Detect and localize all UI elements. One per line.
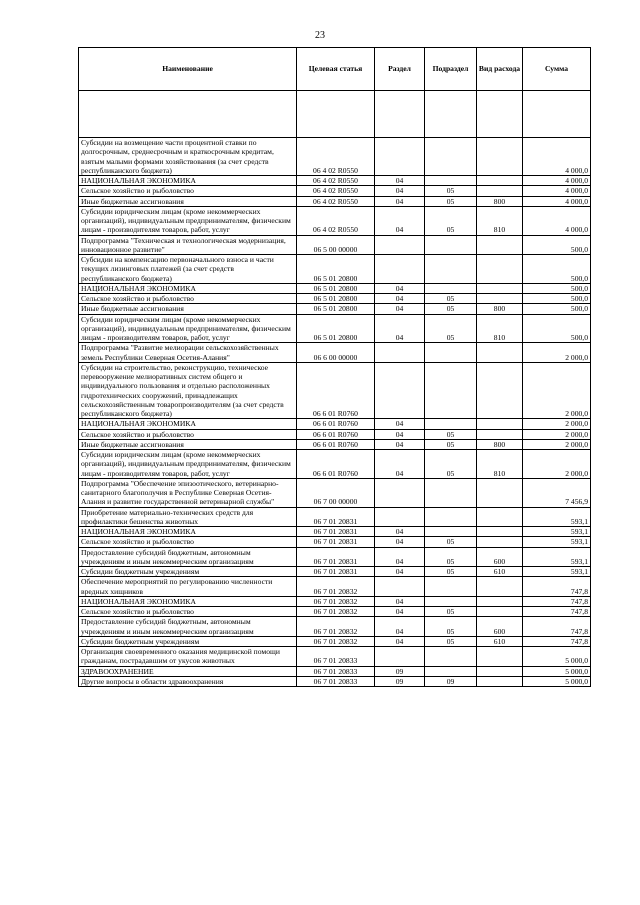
table-row xyxy=(79,617,591,637)
cell-target: 06 5 01 20800 xyxy=(297,304,375,314)
cell-expense-type xyxy=(477,294,523,304)
cell-section xyxy=(375,647,425,667)
table-row xyxy=(79,547,591,567)
cell-amount: 747,8 xyxy=(523,596,591,606)
cell-expense-type: 610 xyxy=(477,567,523,577)
cell-target: 06 7 01 20833 xyxy=(297,676,375,686)
col-header-amount: Сумма xyxy=(523,48,591,91)
cell-name: Подпрограмма "Техническая и технологическая модернизация, инновационное развитие" xyxy=(79,235,297,255)
cell-expense-type xyxy=(477,527,523,537)
table-row xyxy=(79,636,591,646)
cell-section: 04 xyxy=(375,206,425,235)
cell-expense-type xyxy=(477,419,523,429)
table-row xyxy=(79,206,591,235)
col-header-target: Целевая статья xyxy=(297,48,375,91)
cell-target: 06 7 01 20831 xyxy=(297,507,375,527)
cell-section xyxy=(375,138,425,176)
cell-target: 06 5 01 20800 xyxy=(297,255,375,284)
cell-amount: 2 000,0 xyxy=(523,439,591,449)
cell-name: Сельское хозяйство и рыболовство xyxy=(79,186,297,196)
cell-subsection xyxy=(425,596,477,606)
cell-name: НАЦИОНАЛЬНАЯ ЭКОНОМИКА xyxy=(79,283,297,293)
cell-subsection: 05 xyxy=(425,617,477,637)
cell-expense-type xyxy=(477,647,523,667)
cell-amount: 2 000,0 xyxy=(523,362,591,419)
cell-expense-type xyxy=(477,666,523,676)
cell-section xyxy=(375,507,425,527)
cell-amount: 4 000,0 xyxy=(523,176,591,186)
cell-target: 06 7 01 20833 xyxy=(297,647,375,667)
cell-target: 06 7 00 00000 xyxy=(297,478,375,507)
cell-section: 04 xyxy=(375,196,425,206)
cell-target: 06 4 02 R0550 xyxy=(297,196,375,206)
cell-expense-type: 810 xyxy=(477,314,523,343)
cell-expense-type xyxy=(477,507,523,527)
cell-name: Подпрограмма "Развитие мелиорации сельскохозяйственных земель Республики Северная Осетия-Алания" xyxy=(79,343,297,363)
cell-subsection: 05 xyxy=(425,439,477,449)
cell-name: Предоставление субсидий бюджетным, автономным учреждениям и иным некоммерческим организациям xyxy=(79,547,297,567)
cell-section: 04 xyxy=(375,419,425,429)
cell-name: ЗДРАВООХРАНЕНИЕ xyxy=(79,666,297,676)
cell-target: 06 7 01 20831 xyxy=(297,537,375,547)
cell-subsection xyxy=(425,478,477,507)
cell-section: 04 xyxy=(375,596,425,606)
cell-name: Обеспечение мероприятий по регулированию численности вредных хищников xyxy=(79,577,297,597)
cell-section xyxy=(375,343,425,363)
cell-amount: 2 000,0 xyxy=(523,429,591,439)
cell-subsection: 05 xyxy=(425,429,477,439)
cell-subsection xyxy=(425,507,477,527)
cell-name: Сельское хозяйство и рыболовство xyxy=(79,294,297,304)
cell-expense-type xyxy=(477,186,523,196)
cell-name: НАЦИОНАЛЬНАЯ ЭКОНОМИКА xyxy=(79,176,297,186)
cell-name: Другие вопросы в области здравоохранения xyxy=(79,676,297,686)
cell-expense-type: 800 xyxy=(477,196,523,206)
cell-target: 06 4 02 R0550 xyxy=(297,206,375,235)
cell-name: Субсидии на строительство, реконструкцию, техническое перевооружение мелиоративных систем общего и индивидуального пользования и отдельно расположенных гидротехнических сооружений, принадлежащих сельскохозяйственным товаропроизводителям (за счет средств республиканского бюджета) xyxy=(79,362,297,419)
cell-name: Подпрограмма "Обеспечение эпизоотического, ветеринарно-санитарного благополучия в Республике Северная Осетия-Алания и развитие государственной ветеринарной службы" xyxy=(79,478,297,507)
cell-subsection xyxy=(425,647,477,667)
cell-subsection xyxy=(425,255,477,284)
cell-section xyxy=(375,478,425,507)
table-row xyxy=(79,647,591,667)
cell-name: Сельское хозяйство и рыболовство xyxy=(79,537,297,547)
col-header-subsection: Подраздел xyxy=(425,48,477,91)
cell-expense-type xyxy=(477,478,523,507)
cell-target: 06 4 02 R0550 xyxy=(297,176,375,186)
table-row xyxy=(79,596,591,606)
cell-section: 09 xyxy=(375,666,425,676)
cell-amount: 2 000,0 xyxy=(523,419,591,429)
page-number: 23 xyxy=(315,30,325,41)
cell-amount: 4 000,0 xyxy=(523,206,591,235)
cell-name: Иные бюджетные ассигнования xyxy=(79,196,297,206)
cell-subsection xyxy=(425,577,477,597)
table-row xyxy=(79,527,591,537)
cell-section: 04 xyxy=(375,176,425,186)
table-row xyxy=(79,419,591,429)
cell-expense-type xyxy=(477,283,523,293)
table-row xyxy=(79,186,591,196)
table-row xyxy=(79,478,591,507)
cell-section xyxy=(375,362,425,419)
cell-expense-type xyxy=(477,676,523,686)
cell-name: Сельское хозяйство и рыболовство xyxy=(79,429,297,439)
table-row xyxy=(79,294,591,304)
cell-name: Иные бюджетные ассигнования xyxy=(79,439,297,449)
cell-name: Субсидии бюджетным учреждениям xyxy=(79,567,297,577)
table-row xyxy=(79,196,591,206)
cell-subsection: 05 xyxy=(425,294,477,304)
cell-amount: 593,1 xyxy=(523,567,591,577)
cell-subsection xyxy=(425,362,477,419)
cell-target: 06 6 01 R0760 xyxy=(297,450,375,479)
cell-amount: 5 000,0 xyxy=(523,647,591,667)
cell-amount: 5 000,0 xyxy=(523,676,591,686)
cell-target: 06 7 01 20832 xyxy=(297,607,375,617)
cell-target: 06 5 01 20800 xyxy=(297,314,375,343)
table-row xyxy=(79,607,591,617)
cell-amount: 7 456,9 xyxy=(523,478,591,507)
cell-target: 06 5 01 20800 xyxy=(297,294,375,304)
cell-subsection xyxy=(425,666,477,676)
cell-name: Субсидии бюджетным учреждениям xyxy=(79,636,297,646)
cell-target: 06 7 01 20832 xyxy=(297,617,375,637)
cell-subsection: 05 xyxy=(425,314,477,343)
cell-section: 09 xyxy=(375,676,425,686)
cell-name: Организация своевременного оказания медицинской помощи гражданам, пострадавшим от укусов животных xyxy=(79,647,297,667)
cell-section xyxy=(375,577,425,597)
cell-subsection: 05 xyxy=(425,206,477,235)
cell-target: 06 7 01 20831 xyxy=(297,547,375,567)
table-row xyxy=(79,666,591,676)
cell-expense-type xyxy=(477,362,523,419)
cell-expense-type xyxy=(477,577,523,597)
cell-subsection xyxy=(425,235,477,255)
cell-target: 06 6 00 00000 xyxy=(297,343,375,363)
cell-subsection xyxy=(425,283,477,293)
cell-target: 06 5 01 20800 xyxy=(297,283,375,293)
cell-section: 04 xyxy=(375,304,425,314)
table-row xyxy=(79,567,591,577)
cell-section: 04 xyxy=(375,450,425,479)
col-header-section: Раздел xyxy=(375,48,425,91)
cell-section xyxy=(375,255,425,284)
cell-target: 06 7 01 20832 xyxy=(297,636,375,646)
cell-expense-type xyxy=(477,429,523,439)
cell-amount: 500,0 xyxy=(523,294,591,304)
cell-target: 06 7 01 20832 xyxy=(297,596,375,606)
cell-subsection xyxy=(425,527,477,537)
cell-subsection: 09 xyxy=(425,676,477,686)
cell-section: 04 xyxy=(375,439,425,449)
cell-target: 06 4 02 R0550 xyxy=(297,138,375,176)
cell-subsection xyxy=(425,138,477,176)
cell-target: 06 6 01 R0760 xyxy=(297,439,375,449)
cell-section xyxy=(375,235,425,255)
table-header-row xyxy=(79,48,591,91)
cell-target: 06 5 00 00000 xyxy=(297,235,375,255)
table-row xyxy=(79,235,591,255)
table-row xyxy=(79,255,591,284)
cell-section: 04 xyxy=(375,314,425,343)
cell-target: 06 6 01 R0760 xyxy=(297,429,375,439)
table-row xyxy=(79,343,591,363)
cell-subsection: 05 xyxy=(425,450,477,479)
cell-name: Приобретение материально-технических средств для профилактики бешенства животных xyxy=(79,507,297,527)
cell-section: 04 xyxy=(375,429,425,439)
cell-name: Субсидии на возмещение части процентной ставки по долгосрочным, среднесрочным и краткосрочным кредитам, взятым малыми формами хозяйствования (за счет средств республиканского бюджета) xyxy=(79,138,297,176)
table-row xyxy=(79,138,591,176)
cell-amount: 593,1 xyxy=(523,527,591,537)
cell-expense-type: 810 xyxy=(477,206,523,235)
cell-amount: 747,8 xyxy=(523,577,591,597)
cell-section: 04 xyxy=(375,527,425,537)
cell-subsection: 05 xyxy=(425,537,477,547)
cell-name: Субсидии на компенсацию первоначального взноса и части текущих лизинговых платежей (за счет средств республиканского бюджета) xyxy=(79,255,297,284)
table-row xyxy=(79,314,591,343)
cell-subsection xyxy=(425,343,477,363)
cell-amount: 500,0 xyxy=(523,283,591,293)
cell-amount: 500,0 xyxy=(523,304,591,314)
cell-amount: 593,1 xyxy=(523,547,591,567)
blank-row xyxy=(79,91,591,138)
cell-amount: 500,0 xyxy=(523,314,591,343)
table-row xyxy=(79,429,591,439)
cell-expense-type xyxy=(477,255,523,284)
cell-name: Предоставление субсидий бюджетным, автономным учреждениям и иным некоммерческим организациям xyxy=(79,617,297,637)
cell-expense-type xyxy=(477,537,523,547)
cell-name: Сельское хозяйство и рыболовство xyxy=(79,607,297,617)
table-row xyxy=(79,304,591,314)
cell-amount: 747,8 xyxy=(523,617,591,637)
cell-name: Иные бюджетные ассигнования xyxy=(79,304,297,314)
cell-target: 06 7 01 20831 xyxy=(297,567,375,577)
cell-target: 06 7 01 20831 xyxy=(297,527,375,537)
cell-name: Субсидии юридическим лицам (кроме некоммерческих организаций), индивидуальным предпринимателям, физическим лицам - производителям товаров, работ, услуг xyxy=(79,450,297,479)
cell-section: 04 xyxy=(375,617,425,637)
col-header-expense-type: Вид расхода xyxy=(477,48,523,91)
cell-subsection: 05 xyxy=(425,547,477,567)
cell-section: 04 xyxy=(375,547,425,567)
table-row xyxy=(79,439,591,449)
cell-name: НАЦИОНАЛЬНАЯ ЭКОНОМИКА xyxy=(79,596,297,606)
cell-amount: 5 000,0 xyxy=(523,666,591,676)
table-row xyxy=(79,283,591,293)
table-row xyxy=(79,577,591,597)
cell-expense-type xyxy=(477,138,523,176)
budget-table xyxy=(78,47,591,687)
cell-expense-type xyxy=(477,343,523,363)
cell-amount: 500,0 xyxy=(523,235,591,255)
cell-amount: 2 000,0 xyxy=(523,450,591,479)
table-row xyxy=(79,537,591,547)
cell-expense-type xyxy=(477,607,523,617)
cell-expense-type: 610 xyxy=(477,636,523,646)
cell-section: 04 xyxy=(375,186,425,196)
cell-target: 06 4 02 R0550 xyxy=(297,186,375,196)
cell-target: 06 7 01 20833 xyxy=(297,666,375,676)
cell-subsection xyxy=(425,176,477,186)
cell-expense-type: 600 xyxy=(477,617,523,637)
cell-expense-type: 800 xyxy=(477,439,523,449)
table-row xyxy=(79,176,591,186)
cell-expense-type: 810 xyxy=(477,450,523,479)
cell-amount: 2 000,0 xyxy=(523,343,591,363)
cell-name: НАЦИОНАЛЬНАЯ ЭКОНОМИКА xyxy=(79,527,297,537)
cell-subsection: 05 xyxy=(425,196,477,206)
table-row xyxy=(79,676,591,686)
cell-name: Субсидии юридическим лицам (кроме некоммерческих организаций), индивидуальным предпринимателям, физическим лицам - производителям товаров, работ, услуг xyxy=(79,314,297,343)
cell-amount: 747,8 xyxy=(523,636,591,646)
cell-subsection: 05 xyxy=(425,186,477,196)
cell-name: НАЦИОНАЛЬНАЯ ЭКОНОМИКА xyxy=(79,419,297,429)
cell-subsection: 05 xyxy=(425,567,477,577)
table-row xyxy=(79,507,591,527)
cell-name: Субсидии юридическим лицам (кроме некоммерческих организаций), индивидуальным предпринимателям, физическим лицам - производителям товаров, работ, услуг xyxy=(79,206,297,235)
cell-section: 04 xyxy=(375,636,425,646)
cell-section: 04 xyxy=(375,537,425,547)
cell-section: 04 xyxy=(375,567,425,577)
cell-expense-type xyxy=(477,176,523,186)
cell-amount: 4 000,0 xyxy=(523,138,591,176)
table-row xyxy=(79,450,591,479)
cell-amount: 593,1 xyxy=(523,537,591,547)
cell-subsection xyxy=(425,419,477,429)
cell-expense-type xyxy=(477,235,523,255)
cell-section: 04 xyxy=(375,294,425,304)
cell-subsection: 05 xyxy=(425,607,477,617)
cell-expense-type: 800 xyxy=(477,304,523,314)
cell-section: 04 xyxy=(375,283,425,293)
table-row xyxy=(79,362,591,419)
cell-section: 04 xyxy=(375,607,425,617)
cell-subsection: 05 xyxy=(425,636,477,646)
cell-expense-type: 600 xyxy=(477,547,523,567)
cell-amount: 4 000,0 xyxy=(523,196,591,206)
cell-expense-type xyxy=(477,596,523,606)
col-header-name: Наименование xyxy=(79,48,297,91)
cell-subsection: 05 xyxy=(425,304,477,314)
cell-target: 06 6 01 R0760 xyxy=(297,419,375,429)
cell-target: 06 6 01 R0760 xyxy=(297,362,375,419)
cell-amount: 4 000,0 xyxy=(523,186,591,196)
cell-amount: 747,8 xyxy=(523,607,591,617)
cell-amount: 593,1 xyxy=(523,507,591,527)
cell-amount: 500,0 xyxy=(523,255,591,284)
cell-target: 06 7 01 20832 xyxy=(297,577,375,597)
